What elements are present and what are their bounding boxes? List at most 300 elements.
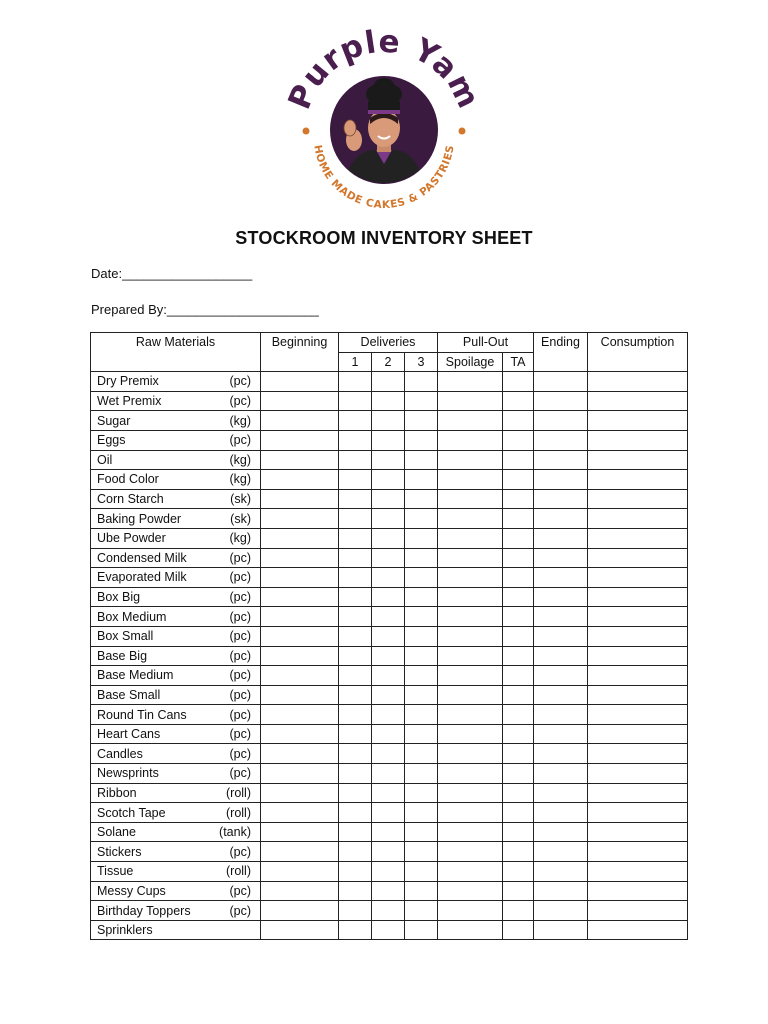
ta-cell[interactable] [503, 920, 534, 940]
spoilage-cell[interactable] [438, 666, 503, 686]
ta-cell[interactable] [503, 666, 534, 686]
beginning-cell[interactable] [261, 509, 339, 529]
delivery-2-cell[interactable] [372, 489, 405, 509]
delivery-2-cell[interactable] [372, 470, 405, 490]
consumption-cell[interactable] [588, 901, 688, 921]
table-row [91, 881, 688, 901]
spoilage-cell[interactable] [438, 744, 503, 764]
spoilage-cell[interactable] [438, 430, 503, 450]
consumption-cell[interactable] [588, 411, 688, 431]
delivery-1-cell[interactable] [339, 470, 372, 490]
consumption-cell[interactable] [588, 470, 688, 490]
delivery-3-cell[interactable] [405, 411, 438, 431]
delivery-1-cell[interactable] [339, 822, 372, 842]
ending-cell[interactable] [534, 568, 588, 588]
beginning-cell[interactable] [261, 470, 339, 490]
item-name: Messy Cups [97, 883, 166, 898]
delivery-1-cell[interactable] [339, 646, 372, 666]
ending-cell[interactable] [534, 724, 588, 744]
ending-cell[interactable] [534, 685, 588, 705]
spoilage-cell[interactable] [438, 509, 503, 529]
table-row [91, 646, 688, 666]
delivery-3-cell[interactable] [405, 587, 438, 607]
item-name: Base Medium [97, 668, 174, 683]
consumption-cell[interactable] [588, 607, 688, 627]
ta-cell[interactable] [503, 803, 534, 823]
delivery-3-cell[interactable] [405, 744, 438, 764]
ta-cell[interactable] [503, 568, 534, 588]
header-delivery-3: 3 [405, 352, 438, 372]
raw-material-cell [91, 626, 261, 646]
spoilage-cell[interactable] [438, 803, 503, 823]
delivery-2-cell[interactable] [372, 920, 405, 940]
ending-cell[interactable] [534, 705, 588, 725]
consumption-cell[interactable] [588, 372, 688, 392]
delivery-2-cell[interactable] [372, 724, 405, 744]
ending-cell[interactable] [534, 881, 588, 901]
consumption-cell[interactable] [588, 920, 688, 940]
delivery-3-cell[interactable] [405, 450, 438, 470]
raw-material-cell [91, 568, 261, 588]
delivery-2-cell[interactable] [372, 528, 405, 548]
delivery-1-cell[interactable] [339, 862, 372, 882]
ta-cell[interactable] [503, 744, 534, 764]
table-row [91, 862, 688, 882]
table-row [91, 548, 688, 568]
raw-material-cell [91, 391, 261, 411]
delivery-2-cell[interactable] [372, 411, 405, 431]
header-ending: Ending [534, 333, 588, 372]
raw-material-cell [91, 607, 261, 627]
delivery-1-cell[interactable] [339, 391, 372, 411]
ta-cell[interactable] [503, 372, 534, 392]
consumption-cell[interactable] [588, 842, 688, 862]
delivery-2-cell[interactable] [372, 607, 405, 627]
delivery-2-cell[interactable] [372, 822, 405, 842]
table-row [91, 450, 688, 470]
consumption-cell[interactable] [588, 509, 688, 529]
delivery-1-cell[interactable] [339, 724, 372, 744]
ending-cell[interactable] [534, 470, 588, 490]
item-unit: (roll) [226, 785, 251, 800]
delivery-1-cell[interactable] [339, 764, 372, 784]
spoilage-cell[interactable] [438, 822, 503, 842]
delivery-2-cell[interactable] [372, 666, 405, 686]
delivery-3-cell[interactable] [405, 783, 438, 803]
beginning-cell[interactable] [261, 626, 339, 646]
ta-cell[interactable] [503, 842, 534, 862]
ta-cell[interactable] [503, 587, 534, 607]
consumption-cell[interactable] [588, 705, 688, 725]
item-unit: (sk) [230, 511, 251, 526]
ta-cell[interactable] [503, 430, 534, 450]
item-unit: (kg) [229, 472, 251, 487]
item-name: Evaporated Milk [97, 570, 187, 585]
delivery-1-cell[interactable] [339, 548, 372, 568]
delivery-2-cell[interactable] [372, 705, 405, 725]
ta-cell[interactable] [503, 685, 534, 705]
spoilage-cell[interactable] [438, 548, 503, 568]
beginning-cell[interactable] [261, 920, 339, 940]
delivery-3-cell[interactable] [405, 666, 438, 686]
ta-cell[interactable] [503, 783, 534, 803]
item-unit: (pc) [229, 609, 251, 624]
consumption-cell[interactable] [588, 862, 688, 882]
consumption-cell[interactable] [588, 744, 688, 764]
consumption-cell[interactable] [588, 724, 688, 744]
ta-cell[interactable] [503, 607, 534, 627]
ending-cell[interactable] [534, 666, 588, 686]
delivery-3-cell[interactable] [405, 901, 438, 921]
raw-material-cell [91, 509, 261, 529]
spoilage-cell[interactable] [438, 626, 503, 646]
ending-cell[interactable] [534, 920, 588, 940]
item-name: Eggs [97, 433, 126, 448]
ending-cell[interactable] [534, 862, 588, 882]
beginning-cell[interactable] [261, 764, 339, 784]
prepared-by-field[interactable]: Prepared By:_____________________ [91, 302, 319, 317]
raw-material-cell [91, 862, 261, 882]
item-name: Wet Premix [97, 394, 162, 409]
spoilage-cell[interactable] [438, 881, 503, 901]
consumption-cell[interactable] [588, 568, 688, 588]
delivery-2-cell[interactable] [372, 646, 405, 666]
ta-cell[interactable] [503, 764, 534, 784]
beginning-cell[interactable] [261, 705, 339, 725]
delivery-1-cell[interactable] [339, 489, 372, 509]
beginning-cell[interactable] [261, 548, 339, 568]
delivery-2-cell[interactable] [372, 450, 405, 470]
beginning-cell[interactable] [261, 391, 339, 411]
delivery-1-cell[interactable] [339, 842, 372, 862]
table-row [91, 901, 688, 921]
ending-cell[interactable] [534, 411, 588, 431]
delivery-3-cell[interactable] [405, 430, 438, 450]
item-name: Ube Powder [97, 531, 166, 546]
delivery-3-cell[interactable] [405, 803, 438, 823]
beginning-cell[interactable] [261, 430, 339, 450]
ending-cell[interactable] [534, 548, 588, 568]
delivery-2-cell[interactable] [372, 372, 405, 392]
item-name: Base Small [97, 687, 161, 702]
delivery-2-cell[interactable] [372, 842, 405, 862]
raw-material-cell [91, 411, 261, 431]
delivery-1-cell[interactable] [339, 901, 372, 921]
item-name: Solane [97, 825, 136, 840]
table-row [91, 842, 688, 862]
ta-cell[interactable] [503, 411, 534, 431]
delivery-2-cell[interactable] [372, 901, 405, 921]
spoilage-cell[interactable] [438, 528, 503, 548]
table-row [91, 685, 688, 705]
delivery-3-cell[interactable] [405, 372, 438, 392]
spoilage-cell[interactable] [438, 705, 503, 725]
item-name: Box Medium [97, 609, 167, 624]
item-unit: (pc) [229, 687, 251, 702]
delivery-2-cell[interactable] [372, 509, 405, 529]
delivery-2-cell[interactable] [372, 587, 405, 607]
delivery-2-cell[interactable] [372, 548, 405, 568]
beginning-cell[interactable] [261, 822, 339, 842]
item-name: Sugar [97, 413, 131, 428]
ending-cell[interactable] [534, 646, 588, 666]
raw-material-cell [91, 372, 261, 392]
delivery-2-cell[interactable] [372, 744, 405, 764]
delivery-3-cell[interactable] [405, 920, 438, 940]
item-unit: (kg) [229, 531, 251, 546]
raw-material-cell [91, 744, 261, 764]
delivery-1-cell[interactable] [339, 705, 372, 725]
delivery-1-cell[interactable] [339, 666, 372, 686]
delivery-1-cell[interactable] [339, 685, 372, 705]
table-row [91, 411, 688, 431]
ending-cell[interactable] [534, 764, 588, 784]
ending-cell[interactable] [534, 626, 588, 646]
item-unit: (sk) [230, 492, 251, 507]
ta-cell[interactable] [503, 646, 534, 666]
ending-cell[interactable] [534, 430, 588, 450]
beginning-cell[interactable] [261, 666, 339, 686]
spoilage-cell[interactable] [438, 450, 503, 470]
delivery-1-cell[interactable] [339, 744, 372, 764]
ending-cell[interactable] [534, 391, 588, 411]
beginning-cell[interactable] [261, 372, 339, 392]
ending-cell[interactable] [534, 450, 588, 470]
ending-cell[interactable] [534, 607, 588, 627]
table-row [91, 920, 688, 940]
spoilage-cell[interactable] [438, 724, 503, 744]
spoilage-cell[interactable] [438, 489, 503, 509]
purple-yam-logo [278, 28, 490, 224]
table-row [91, 489, 688, 509]
delivery-3-cell[interactable] [405, 489, 438, 509]
delivery-2-cell[interactable] [372, 803, 405, 823]
spoilage-cell[interactable] [438, 764, 503, 784]
delivery-3-cell[interactable] [405, 764, 438, 784]
ending-cell[interactable] [534, 822, 588, 842]
item-name: Sprinklers [97, 923, 153, 938]
ta-cell[interactable] [503, 450, 534, 470]
ending-cell[interactable] [534, 372, 588, 392]
consumption-cell[interactable] [588, 489, 688, 509]
delivery-3-cell[interactable] [405, 568, 438, 588]
ta-cell[interactable] [503, 391, 534, 411]
spoilage-cell[interactable] [438, 372, 503, 392]
delivery-3-cell[interactable] [405, 822, 438, 842]
delivery-2-cell[interactable] [372, 764, 405, 784]
consumption-cell[interactable] [588, 626, 688, 646]
spoilage-cell[interactable] [438, 411, 503, 431]
ta-cell[interactable] [503, 528, 534, 548]
item-unit: (pc) [229, 727, 251, 742]
spoilage-cell[interactable] [438, 391, 503, 411]
delivery-1-cell[interactable] [339, 881, 372, 901]
item-unit: (pc) [229, 844, 251, 859]
spoilage-cell[interactable] [438, 920, 503, 940]
consumption-cell[interactable] [588, 450, 688, 470]
table-row [91, 470, 688, 490]
spoilage-cell[interactable] [438, 685, 503, 705]
delivery-1-cell[interactable] [339, 587, 372, 607]
item-name: Box Small [97, 629, 154, 644]
beginning-cell[interactable] [261, 783, 339, 803]
ending-cell[interactable] [534, 744, 588, 764]
consumption-cell[interactable] [588, 881, 688, 901]
delivery-2-cell[interactable] [372, 783, 405, 803]
ending-cell[interactable] [534, 489, 588, 509]
consumption-cell[interactable] [588, 430, 688, 450]
delivery-3-cell[interactable] [405, 548, 438, 568]
beginning-cell[interactable] [261, 528, 339, 548]
item-name: Scotch Tape [97, 805, 166, 820]
ending-cell[interactable] [534, 587, 588, 607]
raw-material-cell [91, 764, 261, 784]
delivery-2-cell[interactable] [372, 862, 405, 882]
ta-cell[interactable] [503, 901, 534, 921]
delivery-1-cell[interactable] [339, 372, 372, 392]
delivery-2-cell[interactable] [372, 881, 405, 901]
delivery-1-cell[interactable] [339, 528, 372, 548]
beginning-cell[interactable] [261, 881, 339, 901]
ending-cell[interactable] [534, 528, 588, 548]
ending-cell[interactable] [534, 783, 588, 803]
consumption-cell[interactable] [588, 646, 688, 666]
ending-cell[interactable] [534, 842, 588, 862]
item-name: Ribbon [97, 785, 137, 800]
ending-cell[interactable] [534, 803, 588, 823]
spoilage-cell[interactable] [438, 646, 503, 666]
delivery-1-cell[interactable] [339, 509, 372, 529]
item-name: Newsprints [97, 766, 159, 781]
ta-cell[interactable] [503, 862, 534, 882]
consumption-cell[interactable] [588, 764, 688, 784]
spoilage-cell[interactable] [438, 842, 503, 862]
consumption-cell[interactable] [588, 783, 688, 803]
delivery-1-cell[interactable] [339, 803, 372, 823]
ta-cell[interactable] [503, 724, 534, 744]
beginning-cell[interactable] [261, 862, 339, 882]
header-deliveries: Deliveries [339, 333, 438, 353]
date-field[interactable]: Date:__________________ [91, 266, 253, 281]
ta-cell[interactable] [503, 626, 534, 646]
beginning-cell[interactable] [261, 411, 339, 431]
delivery-3-cell[interactable] [405, 470, 438, 490]
spoilage-cell[interactable] [438, 862, 503, 882]
consumption-cell[interactable] [588, 587, 688, 607]
delivery-3-cell[interactable] [405, 509, 438, 529]
item-name: Heart Cans [97, 727, 161, 742]
ta-cell[interactable] [503, 489, 534, 509]
ending-cell[interactable] [534, 509, 588, 529]
beginning-cell[interactable] [261, 607, 339, 627]
table-row [91, 803, 688, 823]
delivery-3-cell[interactable] [405, 646, 438, 666]
delivery-1-cell[interactable] [339, 450, 372, 470]
delivery-3-cell[interactable] [405, 607, 438, 627]
delivery-1-cell[interactable] [339, 411, 372, 431]
raw-material-cell [91, 666, 261, 686]
delivery-1-cell[interactable] [339, 626, 372, 646]
ta-cell[interactable] [503, 509, 534, 529]
consumption-cell[interactable] [588, 822, 688, 842]
ta-cell[interactable] [503, 548, 534, 568]
delivery-1-cell[interactable] [339, 430, 372, 450]
spoilage-cell[interactable] [438, 587, 503, 607]
spoilage-cell[interactable] [438, 607, 503, 627]
spoilage-cell[interactable] [438, 470, 503, 490]
beginning-cell[interactable] [261, 901, 339, 921]
delivery-1-cell[interactable] [339, 920, 372, 940]
spoilage-cell[interactable] [438, 568, 503, 588]
beginning-cell[interactable] [261, 724, 339, 744]
ta-cell[interactable] [503, 881, 534, 901]
delivery-3-cell[interactable] [405, 842, 438, 862]
ta-cell[interactable] [503, 822, 534, 842]
table-row [91, 509, 688, 529]
delivery-1-cell[interactable] [339, 568, 372, 588]
ta-cell[interactable] [503, 705, 534, 725]
ending-cell[interactable] [534, 901, 588, 921]
delivery-3-cell[interactable] [405, 705, 438, 725]
beginning-cell[interactable] [261, 744, 339, 764]
svg-text:Purple Yam: Purple Yam [281, 28, 487, 115]
delivery-2-cell[interactable] [372, 685, 405, 705]
inventory-body [91, 372, 688, 940]
consumption-cell[interactable] [588, 666, 688, 686]
beginning-cell[interactable] [261, 842, 339, 862]
beginning-cell[interactable] [261, 685, 339, 705]
delivery-3-cell[interactable] [405, 685, 438, 705]
delivery-3-cell[interactable] [405, 626, 438, 646]
delivery-3-cell[interactable] [405, 724, 438, 744]
delivery-2-cell[interactable] [372, 626, 405, 646]
item-unit: (pc) [229, 550, 251, 565]
delivery-1-cell[interactable] [339, 783, 372, 803]
delivery-1-cell[interactable] [339, 607, 372, 627]
header-delivery-2: 2 [372, 352, 405, 372]
beginning-cell[interactable] [261, 646, 339, 666]
delivery-3-cell[interactable] [405, 391, 438, 411]
spoilage-cell[interactable] [438, 783, 503, 803]
delivery-3-cell[interactable] [405, 881, 438, 901]
delivery-2-cell[interactable] [372, 568, 405, 588]
delivery-2-cell[interactable] [372, 430, 405, 450]
consumption-cell[interactable] [588, 391, 688, 411]
item-unit: (roll) [226, 805, 251, 820]
beginning-cell[interactable] [261, 587, 339, 607]
consumption-cell[interactable] [588, 803, 688, 823]
raw-material-cell [91, 705, 261, 725]
beginning-cell[interactable] [261, 450, 339, 470]
delivery-3-cell[interactable] [405, 528, 438, 548]
raw-material-cell [91, 646, 261, 666]
consumption-cell[interactable] [588, 528, 688, 548]
delivery-3-cell[interactable] [405, 862, 438, 882]
inventory-table [90, 332, 688, 940]
consumption-cell[interactable] [588, 685, 688, 705]
delivery-2-cell[interactable] [372, 391, 405, 411]
consumption-cell[interactable] [588, 548, 688, 568]
table-row [91, 666, 688, 686]
table-row [91, 568, 688, 588]
beginning-cell[interactable] [261, 489, 339, 509]
raw-material-cell [91, 587, 261, 607]
item-name: Round Tin Cans [97, 707, 187, 722]
ta-cell[interactable] [503, 470, 534, 490]
spoilage-cell[interactable] [438, 901, 503, 921]
beginning-cell[interactable] [261, 803, 339, 823]
beginning-cell[interactable] [261, 568, 339, 588]
